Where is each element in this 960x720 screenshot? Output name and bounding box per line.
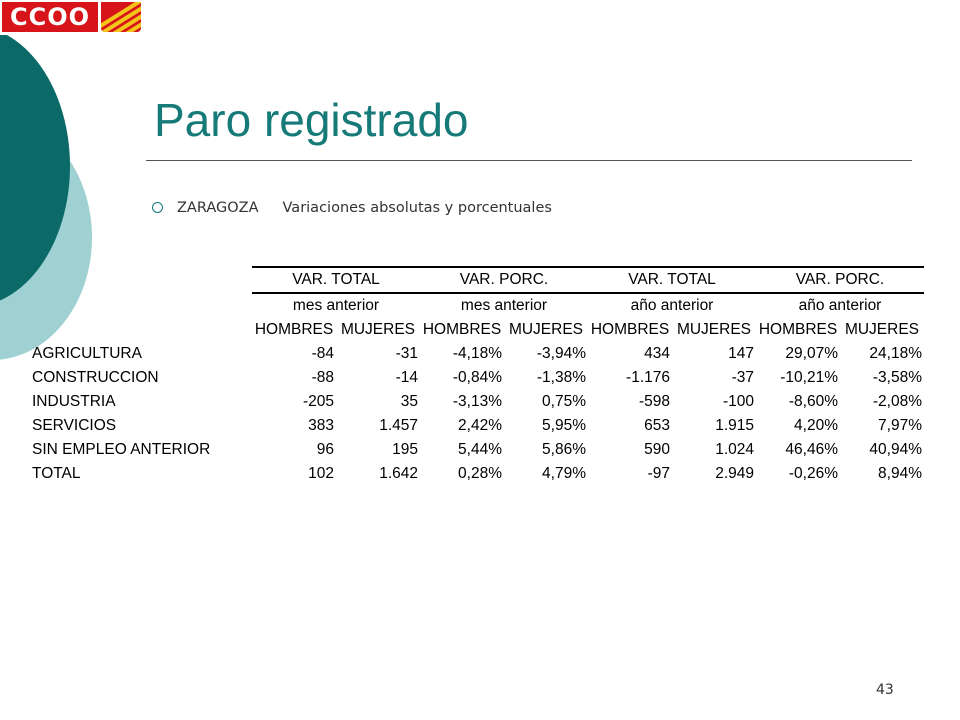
table-cell: 4,20%: [794, 417, 838, 434]
aragon-flag-icon: [101, 2, 141, 32]
table-cell: 102: [308, 465, 334, 482]
table-cell: 383: [308, 417, 334, 434]
row-label: SIN EMPLEO ANTERIOR: [32, 441, 211, 458]
table-cell: -14: [395, 369, 418, 386]
period-header: año anterior: [630, 297, 714, 314]
table-cell: -0,84%: [452, 369, 502, 386]
table-cell: 8,94%: [878, 465, 922, 482]
table-cell: -97: [647, 465, 670, 482]
table-cell: 590: [644, 441, 670, 458]
table-cell: -3,58%: [872, 369, 922, 386]
table-cell: 1.642: [379, 465, 418, 482]
column-header: MUJERES: [676, 321, 752, 338]
table-cell: -84: [311, 345, 334, 362]
table-cell: 2.949: [715, 465, 754, 482]
bullet-icon: [152, 202, 163, 213]
table-cell: 1.457: [379, 417, 418, 434]
table-cell: -3,94%: [536, 345, 586, 362]
table-cell: -100: [722, 393, 754, 410]
bullet-subtitle: Variaciones absolutas y porcentuales: [282, 200, 552, 216]
table-cell: 46,46%: [785, 441, 838, 458]
table-cell: -88: [311, 369, 334, 386]
column-header-row: [30, 318, 924, 342]
table-cell: 5,86%: [542, 441, 586, 458]
table-cell: 0,28%: [458, 465, 502, 482]
table-cell: 7,97%: [878, 417, 922, 434]
table-cell: -2,08%: [872, 393, 922, 410]
table-cell: 434: [644, 345, 670, 362]
table-cell: 2,42%: [458, 417, 502, 434]
group-header: VAR. TOTAL: [252, 267, 420, 293]
table-cell: -8,60%: [788, 393, 838, 410]
column-header: MUJERES: [508, 321, 584, 338]
table-cell: 5,95%: [542, 417, 586, 434]
table-cell: 195: [392, 441, 418, 458]
table-cell: 147: [728, 345, 754, 362]
table-cell: -37: [731, 369, 754, 386]
table-cell: 653: [644, 417, 670, 434]
row-label: TOTAL: [32, 465, 81, 482]
table-cell: -205: [302, 393, 334, 410]
column-header: HOMBRES: [590, 321, 670, 338]
bullet-item: [152, 199, 552, 217]
row-label: SERVICIOS: [32, 417, 117, 434]
page-number: 43: [876, 682, 894, 698]
table-row: [30, 390, 924, 414]
period-header-row: [30, 293, 924, 318]
period-header: año anterior: [798, 297, 882, 314]
table-cell: -3,13%: [452, 393, 502, 410]
region-label: ZARAGOZA: [177, 200, 259, 216]
table-cell: -10,21%: [780, 369, 838, 386]
table-cell: 24,18%: [869, 345, 922, 362]
table-cell: 96: [316, 441, 334, 458]
row-label: INDUSTRIA: [32, 393, 116, 410]
table-cell: 1.024: [715, 441, 754, 458]
unemployment-table: [30, 266, 924, 486]
table-cell: -31: [395, 345, 418, 362]
column-header: HOMBRES: [422, 321, 502, 338]
group-header-row: [30, 267, 924, 293]
row-label: AGRICULTURA: [32, 345, 142, 362]
table-cell: 4,79%: [542, 465, 586, 482]
table-row-total: [30, 462, 924, 486]
table-cell: 29,07%: [785, 345, 838, 362]
period-header: mes anterior: [460, 297, 548, 314]
table-cell: 35: [400, 393, 418, 410]
table-row: [30, 438, 924, 462]
column-header: HOMBRES: [254, 321, 334, 338]
page-title: Paro registrado: [154, 94, 469, 146]
group-header: VAR. PORC.: [756, 267, 924, 293]
table-cell: 0,75%: [542, 393, 586, 410]
table-cell: -1,38%: [536, 369, 586, 386]
table-row: [30, 366, 924, 390]
table-cell: -1.176: [626, 369, 670, 386]
title-divider: [146, 160, 912, 161]
table-cell: -4,18%: [452, 345, 502, 362]
table-cell: -0,26%: [788, 465, 838, 482]
table-row: [30, 342, 924, 366]
column-header: MUJERES: [340, 321, 416, 338]
column-header: HOMBRES: [758, 321, 838, 338]
column-header: MUJERES: [844, 321, 920, 338]
group-header: VAR. PORC.: [420, 267, 588, 293]
table-cell: 40,94%: [869, 441, 922, 458]
table-cell: -598: [638, 393, 670, 410]
table-cell: 5,44%: [458, 441, 502, 458]
period-header: mes anterior: [292, 297, 380, 314]
logo-text: CCOO: [2, 2, 98, 32]
group-header: VAR. TOTAL: [588, 267, 756, 293]
table-row: [30, 414, 924, 438]
row-label: CONSTRUCCION: [32, 369, 159, 386]
table-cell: 1.915: [715, 417, 754, 434]
ccoo-logo: [0, 0, 143, 35]
